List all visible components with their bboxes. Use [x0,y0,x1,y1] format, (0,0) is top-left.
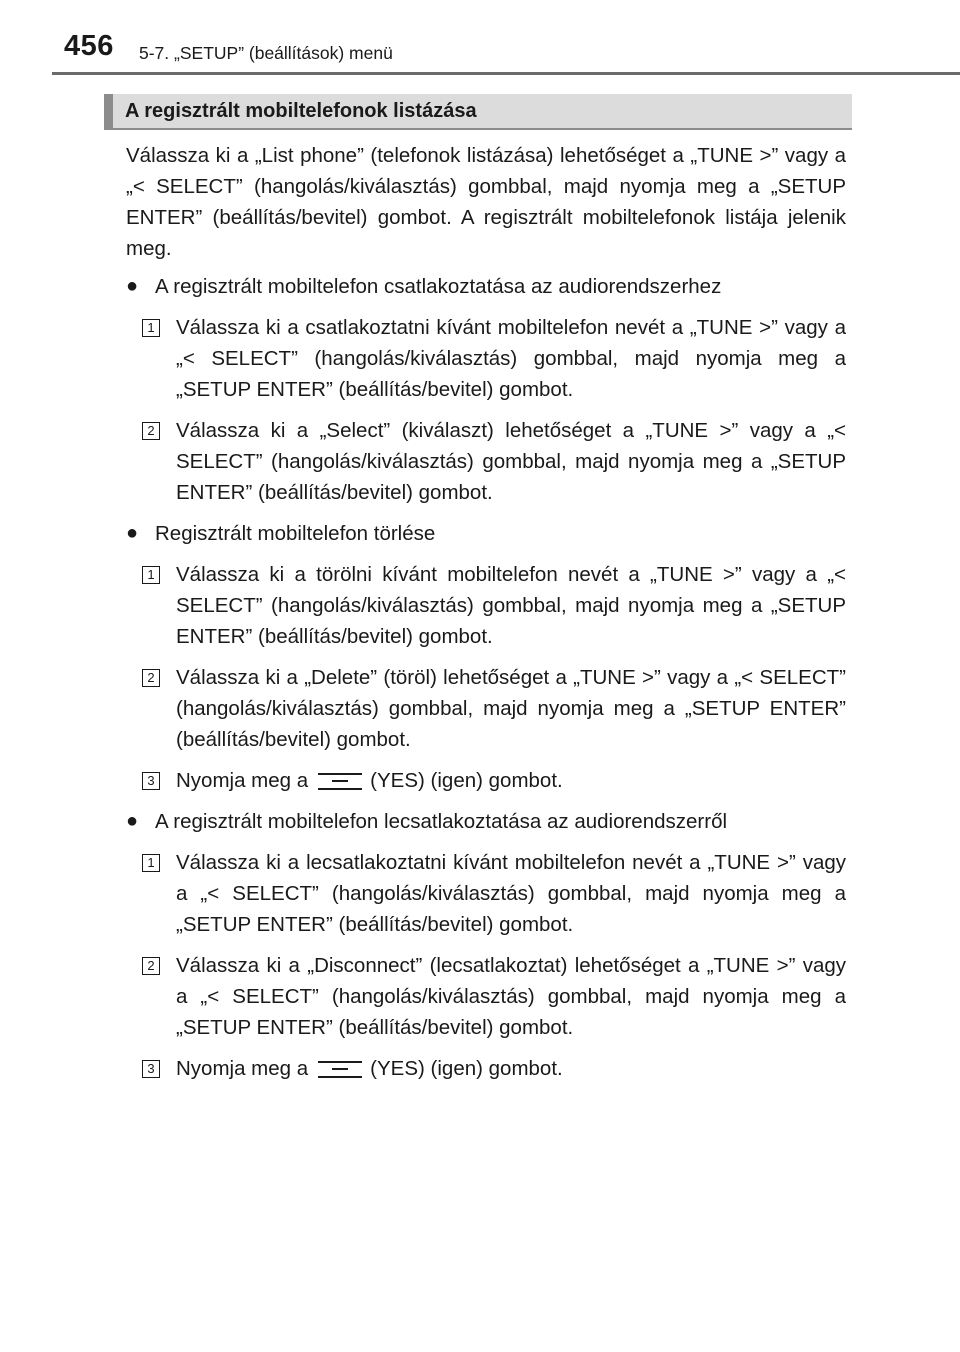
page-number: 456 [64,30,114,62]
intro-paragraph: Válassza ki a „List phone” (telefonok listázása) lehetőséget a „TUNE >” vagy a „< SELECT” (hangolás/kiválasztás) gombbal, majd nyomja meg a „SETUP ENTER” (beállítás/bevitel) gombot. A regisztrált mobiltelefonok listája jelenik meg. [126,144,846,260]
step-item [126,312,846,405]
step-number-badge: 2 [142,669,160,687]
step-item [126,847,846,940]
bullet-heading-text: A regisztrált mobiltelefon csatlakoztatása az audiorendszerhez [155,275,722,298]
step-text: Válassza ki a „Select” (kiválaszt) lehetőséget a „TUNE >” vagy a „< SELECT” (hangolás/kiválasztás) gombbal, majd nyomja meg a „SETUP ENTER” (beállítás/bevitel) gombot. [176,419,846,504]
step-text-after: (YES) (igen) gombot. [370,769,563,792]
step-item [126,765,846,796]
step-text: Válassza ki a lecsatlakoztatni kívánt mobiltelefon nevét a „TUNE >” vagy a „< SELECT” (hangolás/kiválasztás) gombbal, majd nyomja meg a „SETUP ENTER” (beállítás/bevitel) gombot. [176,851,846,936]
step-item [126,662,846,755]
bullet-heading-text: A regisztrált mobiltelefon lecsatlakoztatása az audiorendszerről [155,810,728,833]
step-item [126,559,846,652]
yes-button-icon [318,1061,362,1078]
header-divider [52,72,960,75]
step-number-badge: 2 [142,422,160,440]
bullet-icon: ● [126,275,139,297]
bullet-icon: ● [126,810,139,832]
step-number-badge: 1 [142,566,160,584]
step-text: Válassza ki a „Delete” (töröl) lehetőséget a „TUNE >” vagy a „< SELECT” (hangolás/kiválasztás) gombbal, majd nyomja meg a „SETUP ENTER” (beállítás/bevitel) gombot. [176,666,846,751]
step-text-before: Nyomja meg a [176,1057,309,1080]
step-number-badge: 1 [142,854,160,872]
step-item [126,415,846,508]
step-text-after: (YES) (igen) gombot. [370,1057,563,1080]
bullet-heading-text: Regisztrált mobiltelefon törlése [155,522,436,545]
bullet-heading [126,518,846,549]
step-number-badge: 2 [142,957,160,975]
yes-button-icon [318,773,362,790]
step-item [126,1053,846,1084]
chapter-title: 5-7. „SETUP” (beállítások) menü [139,43,393,63]
step-text: Válassza ki a csatlakoztatni kívánt mobiltelefon nevét a „TUNE >” vagy a „< SELECT” (hangolás/kiválasztás) gombbal, majd nyomja meg a „SETUP ENTER” (beállítás/bevitel) gombot. [176,316,846,401]
step-text: Válassza ki a „Disconnect” (lecsatlakoztat) lehetőséget a „TUNE >” vagy a „< SELECT” (hangolás/kiválasztás) gombbal, majd nyomja meg a „SETUP ENTER” (beállítás/bevitel) gombot. [176,954,846,1039]
step-item [126,950,846,1043]
bullet-icon: ● [126,522,139,544]
bullet-heading [126,806,846,837]
step-number-badge: 3 [142,772,160,790]
bullet-heading [126,271,846,302]
content [126,140,846,1094]
step-text: Válassza ki a törölni kívánt mobiltelefon nevét a „TUNE >” vagy a „< SELECT” (hangolás/kiválasztás) gombbal, majd nyomja meg a „SETUP ENTER” (beállítás/bevitel) gombot. [176,563,846,648]
step-number-badge: 1 [142,319,160,337]
step-text-before: Nyomja meg a [176,769,309,792]
step-number-badge: 3 [142,1060,160,1078]
section-header [104,94,852,130]
section-title: A regisztrált mobiltelefonok listázása [125,100,477,122]
